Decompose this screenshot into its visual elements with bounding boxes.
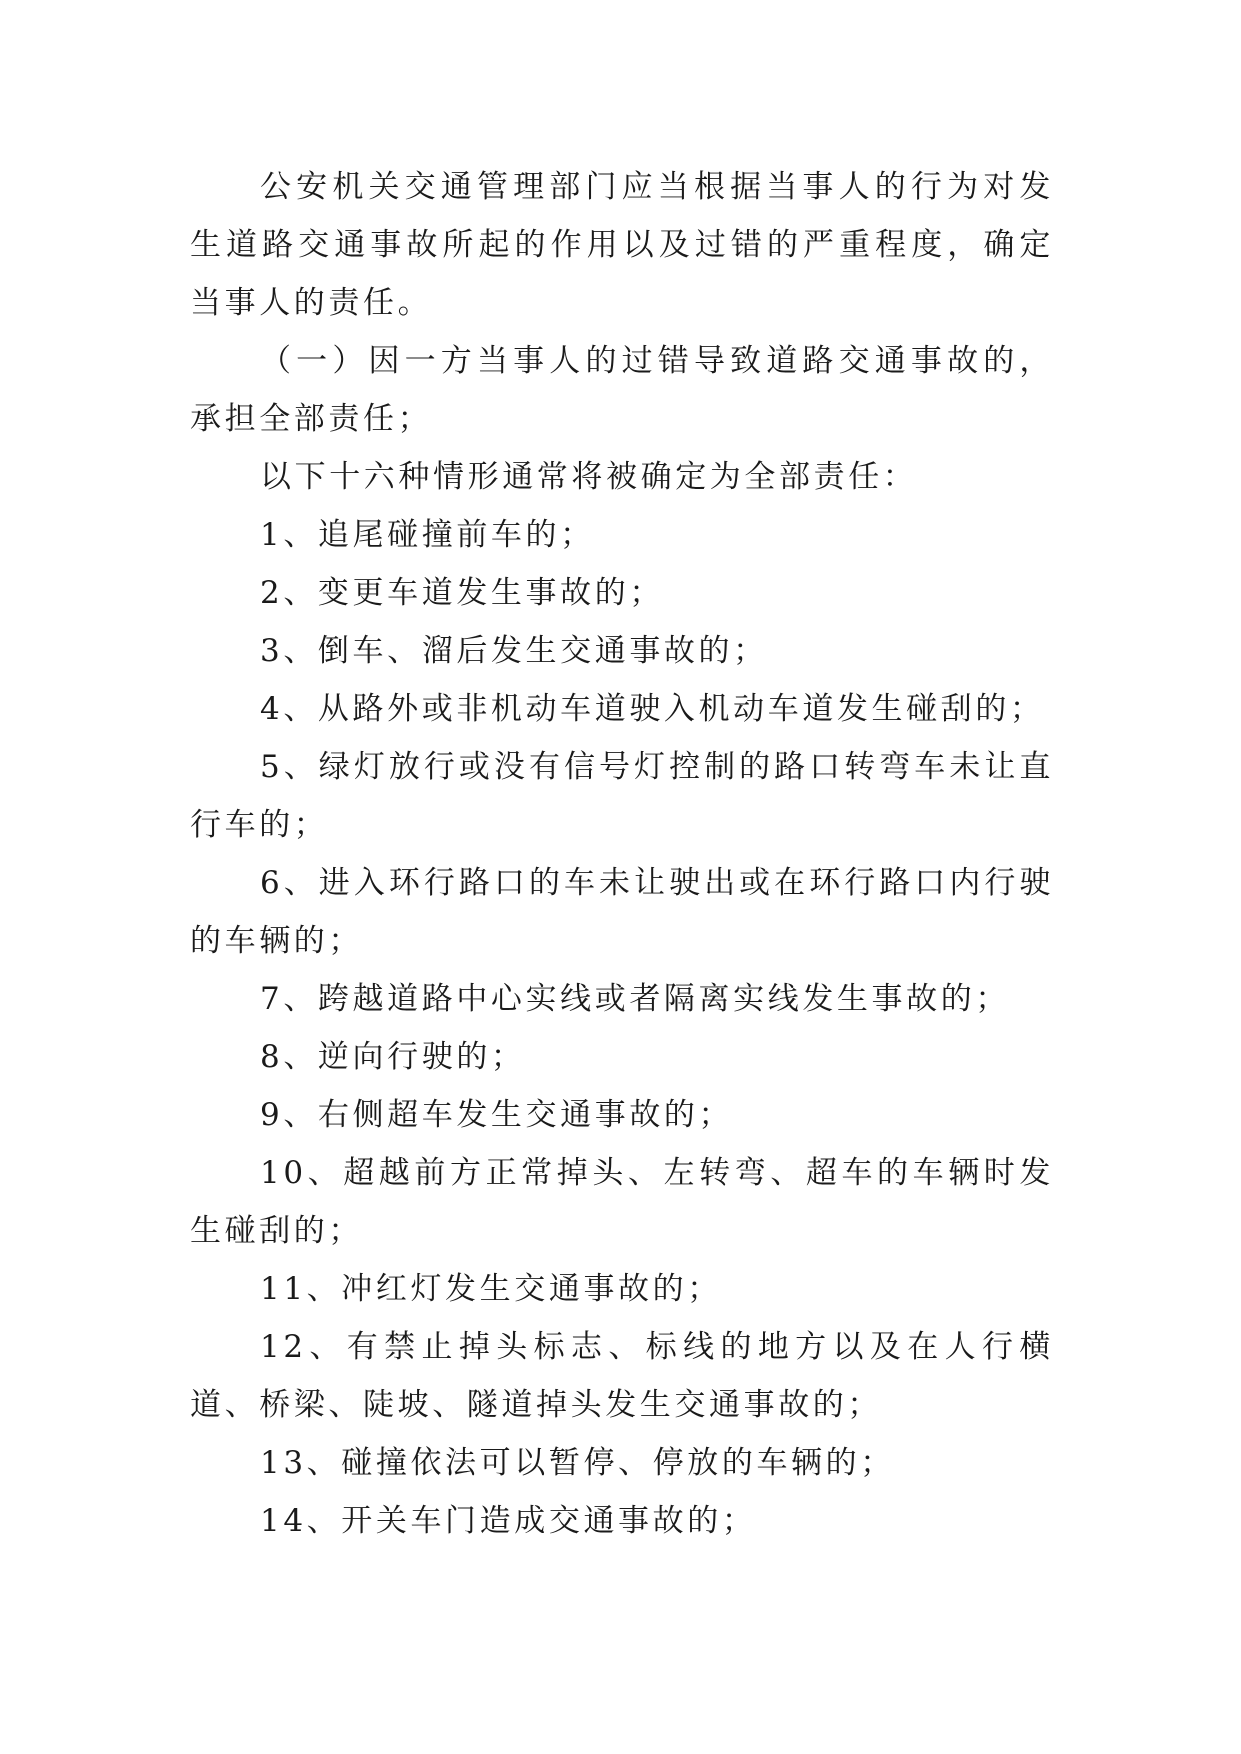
list-item: 10、超越前方正常掉头、左转弯、超车的车辆时发生碰刮的； (190, 1155, 1054, 1249)
list-item: 14、开关车门造成交通事故的； (260, 1503, 757, 1539)
document-body (190, 158, 1054, 1550)
list-item: 8、逆向行驶的； (260, 1039, 526, 1075)
list-item: 5、绿灯放行或没有信号灯控制的路口转弯车未让直行车的； (190, 749, 1054, 843)
list-item: 13、碰撞依法可以暂停、停放的车辆的； (260, 1445, 895, 1481)
paragraph: （一）因一方当事人的过错导致道路交通事故的，承担全部责任； (190, 343, 1054, 437)
paragraph: 以下十六种情形通常将被确定为全部责任： (260, 459, 918, 495)
list-item: 6、进入环行路口的车未让驶出或在环行路口内行驶的车辆的； (190, 865, 1054, 959)
list-item: 7、跨越道路中心实线或者隔离实线发生事故的； (260, 981, 1010, 1017)
list-item: 11、冲红灯发生交通事故的； (260, 1271, 722, 1307)
list-item: 1、追尾碰撞前车的； (260, 517, 595, 553)
list-item: 4、从路外或非机动车道驶入机动车道发生碰刮的； (260, 691, 1045, 727)
paragraph: 公安机关交通管理部门应当根据当事人的行为对发生道路交通事故所起的作用以及过错的严重程度，确定当事人的责任。 (190, 169, 1054, 321)
list-item: 12、有禁止掉头标志、标线的地方以及在人行横道、桥梁、陡坡、隧道掉头发生交通事故的； (190, 1329, 1054, 1423)
list-item: 3、倒车、溜后发生交通事故的； (260, 633, 768, 669)
list-item: 9、右侧超车发生交通事故的； (260, 1097, 734, 1133)
list-item: 2、变更车道发生事故的； (260, 575, 664, 611)
